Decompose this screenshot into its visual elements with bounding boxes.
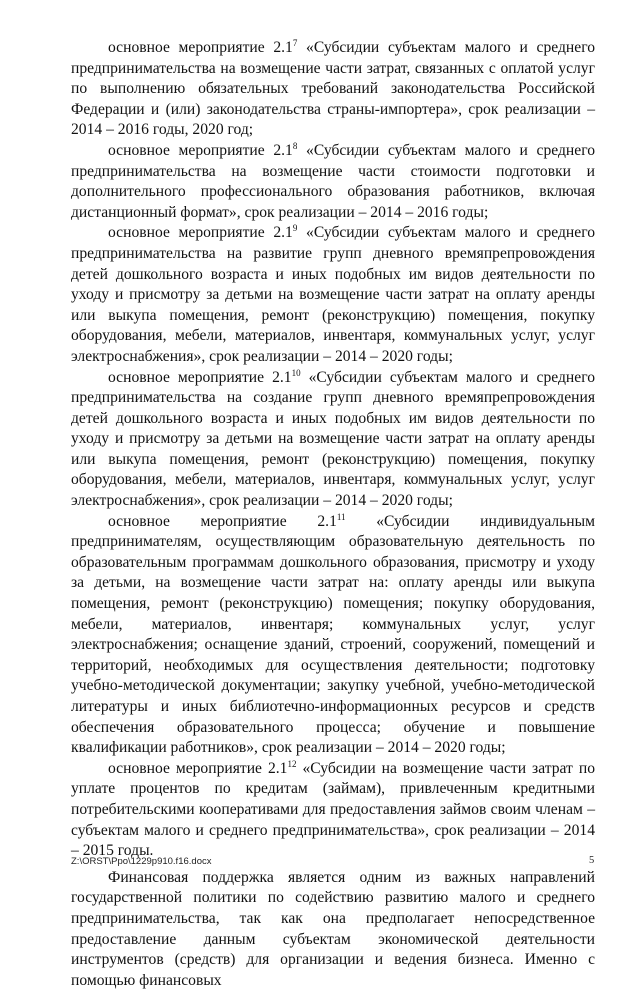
paragraph-measure-2-1-9: основное мероприятие $2.1^9$ «Субсидии субъектам малого и среднего предпринимательства на развитие групп дневного времяпрепровождения детей дошкольного возраста и иных подобных им видов деятельности по уходу и присмотру за детьми на возмещение части затрат на оплату аренды или выкупа помещения, ремонт (реконструкцию) помещения, покупку оборудования, мебели, материалов, инвентаря, коммунальных услуг, услуг электроснабжения», срок реализации – 2014 – 2020 годы;: [71, 223, 595, 365]
paragraph-measure-2-1-8: основное мероприятие $2.1^8$ «Субсидии субъектам малого и среднего предпринимательства на возмещение части стоимости подготовки и дополнительного профессионального образования работников, включая дистанционный формат», срок реализации – 2014 – 2016 годы;: [71, 140, 595, 221]
page-number: 5: [589, 855, 595, 866]
document-body: [71, 38, 595, 991]
paragraph-measure-2-1-7: основное мероприятие $2.1^7$ «Субсидии субъектам малого и среднего предпринимательства на возмещение части затрат, связанных с оплатой услуг по выполнению обязательных требований законодательства Российской Федерации и (или) законодательства страны-импортера», срок реализации – 2014 – 2016 годы, 2020 год;: [71, 38, 595, 139]
paragraph-measure-2-1-12: основное мероприятие $2.1^{12}$ «Субсидии на возмещение части затрат по уплате процентов по кредитам (займам), привлеченным кредитными потребительскими кооперативами для предоставления займов своим членам – субъектам малого и среднего предпринимательства», срок реализации – 2014 – 2015 годы.: [71, 758, 595, 860]
paragraph-measure-2-1-10: основное мероприятие $2.1^{10}$ «Субсидии субъектам малого и среднего предпринимательства на создание групп дневного времяпрепровождения детей дошкольного возраста и иных подобных им видов деятельности по уходу и присмотру за детьми на возмещение части затрат на оплату аренды или выкупа помещения, ремонт (реконструкцию) помещения, покупку оборудования, мебели, материалов, инвентаря, коммунальных услуг, услуг электроснабжения», срок реализации – 2014 – 2020 годы;: [71, 367, 595, 510]
paragraph-measure-2-1-11: основное мероприятие $2.1^{11}$ «Субсидии индивидуальным предпринимателям, осуществляющим образовательную деятельность по образовательным программам дошкольного образования, присмотру и уходу за детьми, на возмещение части затрат на: оплату аренды или выкупа помещения, ремонт (реконструкцию) помещения; покупку оборудования, мебели, материалов, инвентаря; коммунальных услуг, услуг электроснабжения; оснащение зданий, строений, сооружений, помещений и территорий, необходимых для осуществления деятельности; подготовку учебно-методической документации; закупку учебной, учебно-методической литературы и иных библиотечно-информационных ресурсов и средств обеспечения образовательного процесса; обучение и повышение квалификации работников», срок реализации – 2014 – 2020 годы;: [71, 511, 595, 757]
paragraph-financial-support: Финансовая поддержка является одним из важных направлений государственной политики по содействию развитию малого и среднего предпринимательства, так как она предполагает непосредственное предоставление данным субъектам экономической деятельности инструментов (средств) для организации и ведения бизнеса. Именно с помощью финансовых: [71, 868, 595, 989]
footer-file-path: Z:\ORST\Ppo\1229p910.f16.docx: [71, 856, 212, 867]
